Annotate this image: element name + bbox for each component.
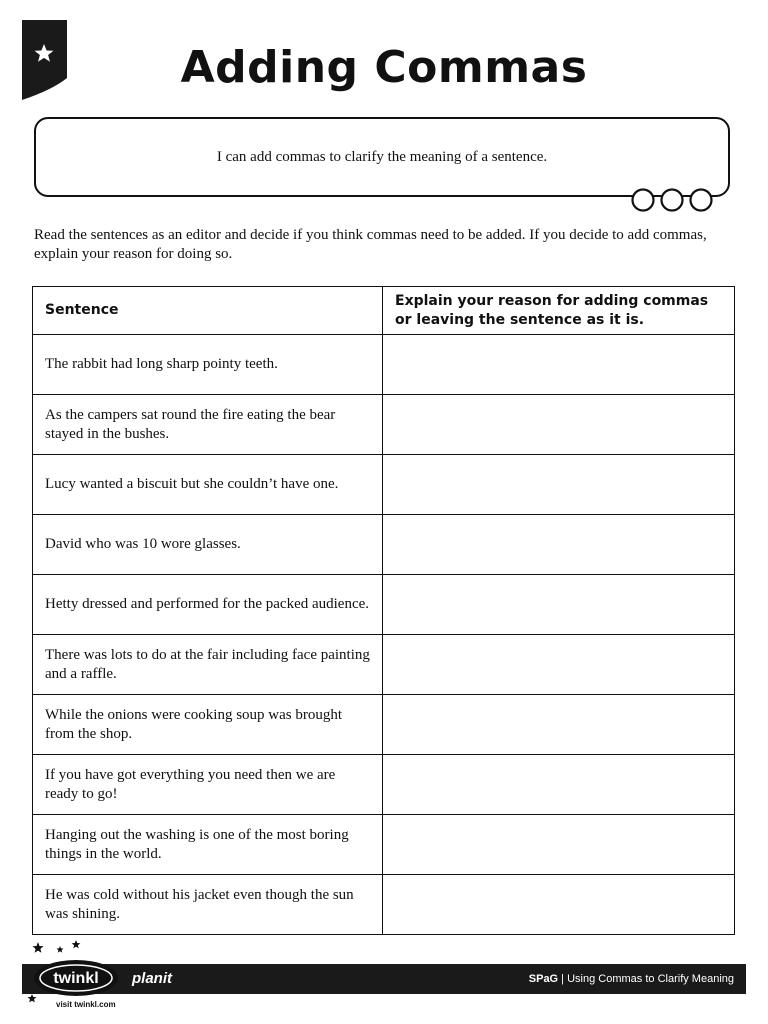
visit-link[interactable]: visit twinkl.com [56,1000,116,1009]
reason-cell[interactable] [383,635,735,695]
footer-topic [529,964,734,994]
table-row [33,515,735,575]
table-row [33,815,735,875]
star-icon [33,942,44,953]
sentence-cell: Lucy wanted a biscuit but she couldn’t have one. [33,455,383,515]
reason-cell[interactable] [383,395,735,455]
table-row [33,575,735,635]
sentence-cell: There was lots to do at the fair including face painting and a raffle. [33,635,383,695]
logo-wordmark: twinkl [53,970,99,987]
table-row [33,335,735,395]
sentence-table [32,286,735,935]
reason-cell[interactable] [383,875,735,935]
header-reason: Explain your reason for adding commas or leaving the sentence as it is. [383,287,735,335]
footer-subject: SPaG [528,973,559,985]
table-row [33,455,735,515]
reason-cell[interactable] [383,515,735,575]
objective-box [34,117,730,197]
instructions: Read the sentences as an editor and decide if you think commas need to be added. If you decide to add commas, explain your reason for doing so. [34,227,707,262]
sentence-cell: If you have got everything you need then we are ready to go! [33,755,383,815]
speech-bubbles-decoration [630,187,714,213]
sentence-cell: While the onions were cooking soup was brought from the shop. [33,695,383,755]
sentence-cell: As the campers sat round the fire eating the bear stayed in the bushes. [33,395,383,455]
header-sentence: Sentence [33,287,383,335]
table-row [33,695,735,755]
table-header-row [33,287,735,335]
sentence-cell: The rabbit had long sharp pointy teeth. [33,335,383,395]
reason-cell[interactable] [383,755,735,815]
sentence-cell: He was cold without his jacket even though the sun was shining. [33,875,383,935]
table-row [33,395,735,455]
table-row [33,875,735,935]
sentence-cell: Hetty dressed and performed for the packed audience. [33,575,383,635]
page-title: Adding Commas [180,42,588,93]
star-icon [72,940,81,948]
reason-cell[interactable] [383,455,735,515]
planit-brand: planit [132,970,172,987]
reason-cell[interactable] [383,575,735,635]
star-icon [28,994,37,1002]
table-row [33,755,735,815]
sentence-cell: Hanging out the washing is one of the most boring things in the world. [33,815,383,875]
footer-separator: | [558,973,568,985]
reason-cell[interactable] [383,335,735,395]
star-icon [57,946,64,953]
reason-cell[interactable] [383,695,735,755]
footer-topic-text: Using Commas to Clarify Meaning [567,973,734,985]
footer-bar [22,964,746,994]
reason-cell[interactable] [383,815,735,875]
sentence-cell: David who was 10 wore glasses. [33,515,383,575]
objective-text: I can add commas to clarify the meaning of a sentence. [216,148,548,165]
table-row [33,635,735,695]
